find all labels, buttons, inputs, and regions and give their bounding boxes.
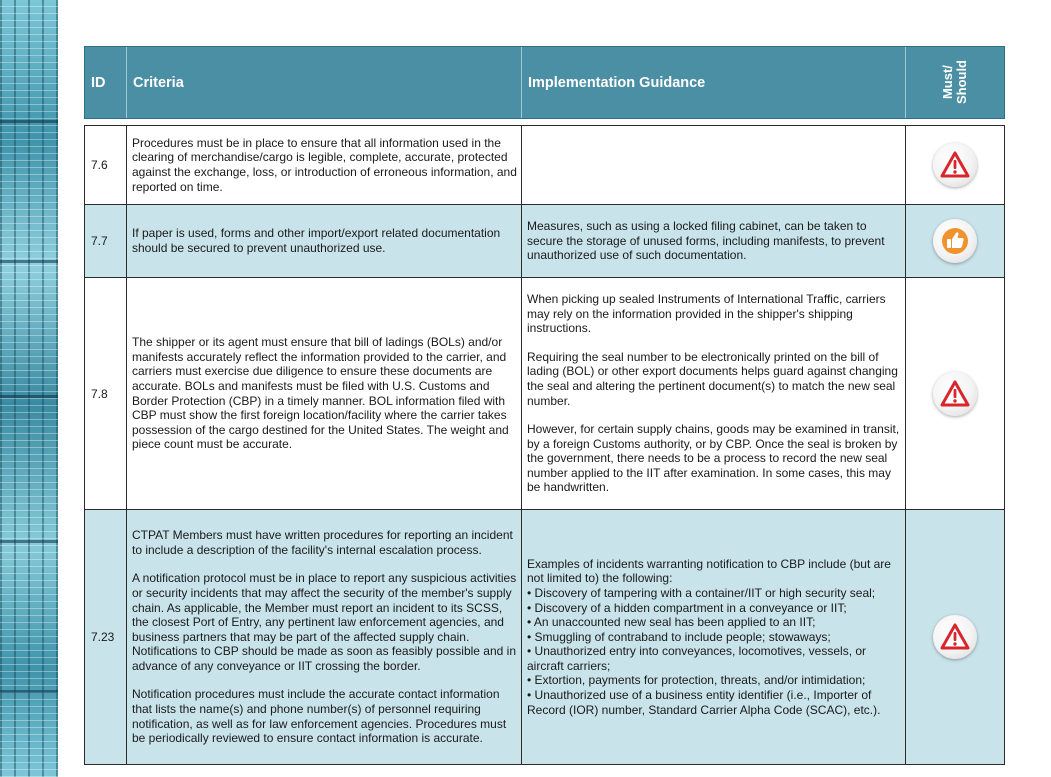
- table-row: [84, 510, 1005, 765]
- guidance-cell: [522, 205, 906, 277]
- criteria-cell: [127, 510, 522, 764]
- guidance-text: Measures, such as using a locked filing cabinet, can be taken to secure the storage of unused forms, including manifests, to prevent unauthorized use of such documentation.: [527, 219, 885, 263]
- criteria-text: CTPAT Members must have written procedures for reporting an incident to include a description of the facility's internal escalation process.: [132, 528, 513, 557]
- table-row: [84, 205, 1005, 278]
- list-item: • An unaccounted new seal has been applied to an IIT;: [527, 615, 816, 630]
- header-must-should: [906, 47, 1004, 118]
- header-guidance: Implementation Guidance: [522, 47, 906, 118]
- row-id: 7.23: [85, 510, 127, 764]
- must-should-cell: [906, 278, 1004, 509]
- table-body: [84, 125, 1005, 765]
- header-id: ID: [85, 47, 127, 118]
- must-should-cell: [906, 510, 1004, 764]
- header-must: Must/: [940, 65, 955, 100]
- warning-triangle-icon: [933, 615, 977, 659]
- criteria-cell: [127, 205, 522, 277]
- table-header: [84, 46, 1005, 119]
- criteria-text: If paper is used, forms and other import/export related documentation should be secured to prevent unauthorized use.: [132, 226, 501, 255]
- list-item: • Unauthorized entry into conveyances, locomotives, vessels, or aircraft carriers;: [527, 644, 867, 673]
- guidance-list: [527, 586, 901, 717]
- list-item: • Smuggling of contraband to include people; stowaways;: [527, 629, 831, 644]
- row-id: 7.7: [85, 205, 127, 277]
- row-id: 7.8: [85, 278, 127, 509]
- guidance-text: When picking up sealed Instruments of International Traffic, carriers may rely on the information provided in the shipper's shipping instructions.: [527, 291, 886, 336]
- list-item: • Discovery of tampering with a container/IIT or high security seal;: [527, 585, 876, 600]
- guidance-intro: Examples of incidents warranting notification to CBP include (but are not limited to) the following:: [527, 556, 891, 586]
- decorative-container-strip: [0, 0, 58, 777]
- criteria-text: Notification procedures must include the accurate contact information that lists the name(s) and phone number(s) of personnel requiring notification, as well as for law enforcement agencies. Procedures must be periodically reviewed to ensure contact information is accurate.: [132, 687, 507, 746]
- row-id: 7.6: [85, 126, 127, 204]
- guidance-cell: [522, 510, 906, 764]
- guidance-text: Requiring the seal number to be electronically printed on the bill of lading (BOL) or other export documents helps guard against changing the seal and altering the pertinent document(s) to match the new seal number.: [527, 349, 898, 408]
- must-should-cell: [906, 205, 1004, 277]
- must-should-cell: [906, 126, 1004, 204]
- list-item: • Unauthorized use of a business entity identifier (i.e., Importer of Record (IOR) number, Standard Carrier Alpha Code (SCAC), etc.).: [527, 688, 881, 717]
- list-item: • Extortion, payments for protection, threats, and/or intimidation;: [527, 673, 866, 688]
- criteria-text: Procedures must be in place to ensure that all information used in the clearing of merchandise/cargo is legible, complete, accurate, protected against the exchange, loss, or introduction of erroneous information, and reported on time.: [132, 135, 517, 194]
- list-item: • Discovery of a hidden compartment in a conveyance or IIT;: [527, 600, 847, 615]
- thumbs-up-icon: [933, 219, 977, 263]
- criteria-text: The shipper or its agent must ensure that bill of ladings (BOLs) and/or manifests accurately reflect the information provided to the carrier, and carriers must exercise due diligence to ensure these documents are accurate. BOLs and manifests must be filed with U.S. Customs and Border Protection (CBP) in a timely manner. BOL information filed with CBP must show the first foreign location/facility where the carrier takes possession of the cargo destined for the United States. The weight and piece count must be accurate.: [132, 335, 509, 452]
- guidance-cell: [522, 126, 906, 204]
- table-row: [84, 278, 1005, 510]
- guidance-cell: [522, 278, 906, 509]
- criteria-cell: [127, 278, 522, 509]
- header-should: Should: [954, 60, 969, 105]
- table-row: [84, 125, 1005, 205]
- criteria-text: A notification protocol must be in place to report any suspicious activities or security incidents that may affect the security of the member's supply chain. As applicable, the Member must report an incident to its SCSS, the closest Port of Entry, any pertinent law enforcement agencies, and business partners that may be part of the affected supply chain. Notifications to CBP should be made as soon as feasibly possible and in advance of any conveyance or IIT crossing the border.: [132, 571, 517, 673]
- warning-triangle-icon: [933, 143, 977, 187]
- criteria-cell: [127, 126, 522, 204]
- warning-triangle-icon: [933, 372, 977, 416]
- header-criteria: Criteria: [127, 47, 522, 118]
- guidance-text: However, for certain supply chains, goods may be examined in transit, by a foreign Customs authority, or by CBP. Once the seal is broken by the government, there needs to be a process to record the new seal number applied to the IIT after examination. In some cases, this may be handwritten.: [527, 422, 900, 495]
